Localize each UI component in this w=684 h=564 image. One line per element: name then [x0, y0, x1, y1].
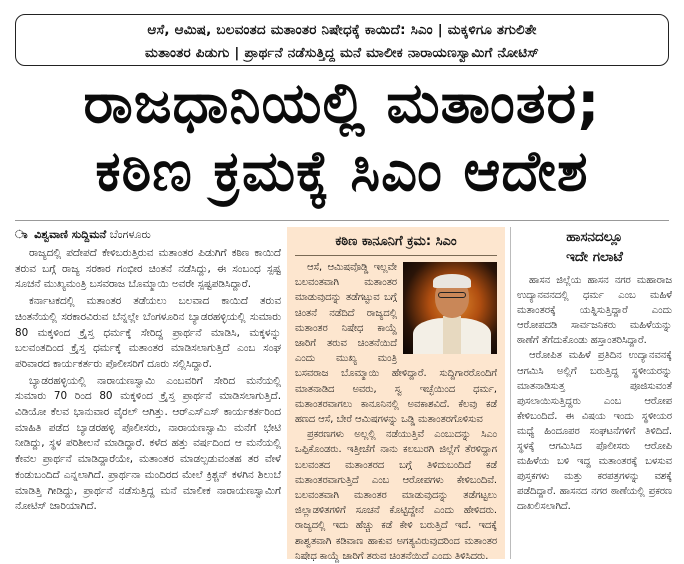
article-paragraph: ಬ್ಯಾಡರಹಳ್ಳಿಯಲ್ಲಿ ನಾರಾಯಣಸ್ವಾಮಿ ಎಂಬವರಿಗೆ ಸೇರಿದ ಮನೆಯಲ್ಲಿ ಸುಮಾರು 70 ರಿಂದ 80 ಮಕ್ಕಳಿಂದ ಕ್ರೈಸ್ತ ಪ್ರಾರ್ಥನೆ ಮಾಡಿಸಲಾಗುತ್ತಿದೆ. ವಿಡಿಯೋ ಕೆಲವ ಭಾನುವಾರ ವೈರಲ್ ಆಗಿತ್ತು. ಆರ್‌ಎಸ್‌ಎಸ್ ಕಾರ್ಯಕರ್ತರಿಂದ ಮಾಹಿತಿ ಪಡೆದ ಬ್ಯಾಡರಹಳ್ಳಿ ಪೊಲೀಸರು, ನಾರಾಯಣಸ್ವಾಮಿ ಮನೆಗೆ ಭೇಟಿ ನೀಡಿದ್ದು, ಸ್ಥಳ ಪರಿಶೀಲನೆ ಮಾಡಿದ್ದಾರೆ. ಕಳೆದ ಹತ್ತು ವರ್ಷದಿಂದ ಆ ಮನೆಯಲ್ಲಿ ಕೇವಲ ಪ್ರಾರ್ಥನೆ ಮಾಡಿದ್ದಾರೆಯೇ, ಮತಾಂತರ ಮಾಡಲ್ಪಡುವಂತಹ ತರ ವೇಳೆ ಕಂಡುಬಂದಿದೆ ಎನ್ನಲಾಗಿದೆ. ಪ್ರಾರ್ಥನಾ ಮಂದಿರದ ಮೇಲೆ ಕ್ರಿಶ್ಚನ್ ಕಳಗಿನ ಶಿಲುಬೆ ಮಾಡಿತ್ತಿ ಗೀಡಿದ್ದು, ಪ್ರಾರ್ಥನೆ ನಡೆಸುತ್ತಿದ್ದ ಮನೆ ಮಾಲೀಕ ನಾರಾಯಣಸ್ವಾಮಿಗೆ ನೋಟಿಸ್ ಜಾರಿಯಾಗಿದೆ.: [15, 374, 281, 513]
cm-sidebar-box: [287, 227, 505, 562]
byline-place: ಬೆಂಗಳೂರು: [109, 228, 151, 241]
cm-box-title: ಕಠಿಣ ಕಾನೂನಿಗೆ ಕ್ರಮ: ಸಿಎಂ: [335, 234, 457, 249]
cm-box-text: [295, 260, 497, 564]
headline: [15, 70, 669, 206]
kicker-line-1: ಆಸೆ, ಆಮಿಷ, ಬಲವಂತದ ಮತಾಂತರ ನಿಷೇಧಕ್ಕೆ ಕಾಯಿದೆ: ಸಿಎಂ | ಮಕ್ಕಳಿಗೂ ತಗುಲಿತೇ: [147, 22, 537, 38]
cm-box-paragraph: ಪ್ರಕರಣಗಳು ಅಲ್ಲಲ್ಲಿ ನಡೆಯುತ್ತಿವೆ ಎಂಬುದನ್ನು ಸಿಎಂ ಒಪ್ಪಿಕೊಂಡರು. ಇತ್ತೀಚೆಗೆ ನಾನು ಕಲಬುರಗಿ ಜಿಲ್ಲೆಗೆ ತೆರಳಿದ್ದಾಗ ಬಲವಂತದ ಮತಾಂತರದ ಬಗ್ಗೆ ತಿಳಿದುಬಂದಿದೆ ಕಡೆ ಮತಾಂತರವಾಗುತ್ತಿದೆ ಎಂಬ ಆರೋಪಗಳು ಕೇಳಿಬಂದಿವೆ. ಬಲವಂತವಾಗಿ ಮತಾಂತರ ಮಾಡುವುದನ್ನು ತಡೆಗಟ್ಟಲು ಜಿಲ್ಲಾಡಳಿತಗಳಿಗೆ ಸೂಚನೆ ಕೊಟ್ಟಿದ್ದೇನೆ ಎಂದು ಹೇಳಿದರು. ರಾಜ್ಯದಲ್ಲಿ ಇದು ಹೆಚ್ಚು ಕಡೆ ಕೇಳಿ ಬರುತ್ತಿದೆ ಇದೆ. ಇದಕ್ಕೆ ಶಾಶ್ವತವಾಗಿ ಕಡಿವಾಣ ಹಾಕುವ ಅಗತ್ಯವಿರುವುದರಿಂದ ಮತಾಂತರ ನಿಷೇಧ ಕಾಯ್ದೆ ಜಾರಿಗೆ ತರುವ ಚಿಂತನೆಯಿದೆ ಎಂದು ತಿಳಿಸಿದರು.: [295, 429, 497, 562]
left-column-article: [15, 246, 281, 516]
kicker-box: [15, 14, 669, 66]
hassan-title-line-2: ಇದೇ ಗಲಾಟೆ: [566, 249, 623, 265]
headline-line-1: ರಾಜಧಾನಿಯಲ್ಲಿ ಮತಾಂತರ;: [83, 71, 601, 136]
hassan-title: [517, 227, 672, 267]
hassan-text: [517, 273, 672, 515]
cm-box-paragraph: ಆಸೆ, ಆಮಿಷವೊಡ್ಡಿ ಇಲ್ಲವೇ ಬಲವಂತವಾಗಿ ಮತಾಂತರ ಮಾಡುವುದನ್ನು ತಡೆಗಟ್ಟುವ ಬಗ್ಗೆ ಚಿಂತನೆ ನಡೆದಿದೆ ರಾಜ್ಯದಲ್ಲಿ ಮತಾಂತರ ನಿಷೇಧ ಕಾಯ್ದೆ ಜಾರಿಗೆ ತರುವ ಚಿಂತನೆಯಿದೆ ಎಂದು ಮುಖ್ಯ ಮಂತ್ರಿ ಬಸವರಾಜ ಬೊಮ್ಮಾಯಿ ಹೇಳಿದ್ದಾರೆ. ಸುದ್ದಿಗಾರರೊಂದಿಗೆ ಮಾತನಾಡಿದ ಅವರು, ಸ್ವ ಇಚ್ಛೆಯಿಂದ ಧರ್ಮ, ಮತಾಂತರವಾಗಲು ಕಾನೂನಿನಲ್ಲಿ ಅವಕಾಶವಿದೆ. ಕೆಲವು ಕಡೆ ಹಣದ ಆಸೆ, ಬೇರೆ ಆಮಿಷಗಳನ್ನು ಒಡ್ಡಿ ಮತಾಂತರಗೊಳಿಸುವ: [295, 262, 497, 426]
cm-photo: [403, 262, 497, 354]
headline-line-2: ಕಠಿಣ ಕ್ರಮಕ್ಕೆ ಸಿಎಂ ಆದೇಶ: [95, 139, 589, 204]
byline-source: ವಿಶ್ವವಾಣಿ ಸುದ್ದಿಮನೆ: [34, 228, 107, 241]
newspaper-page: [4, 0, 680, 562]
hassan-paragraph: ಹಾಸನ ಜಿಲ್ಲೆಯ ಹಾಸನ ನಗರ ಮಹಾರಾಜ ಉದ್ಯಾನವನದಲ್ಲಿ ಧರ್ಮ ಎಂಬ ಮಹಿಳೆ ಮತಾಂತರಕ್ಕೆ ಯತ್ನಿಸುತ್ತಿದ್ದಾರೆ ಎಂದು ಆರೋಪದಡಿ ಸಾರ್ವಜನಿಕರು ಮಹಿಳೆಯನ್ನು ಠಾಣೆಗೆ ತೆಗೆದುಕೊಂಡು ಹಸ್ತಾಂತರಿಸಿದ್ದಾರೆ.: [517, 275, 672, 347]
byline-logo-icon: ಾ: [15, 228, 28, 241]
hassan-sidebar: [510, 227, 672, 559]
cm-box-divider: [295, 255, 497, 256]
hassan-paragraph: ಆರೋಪಿತ ಮಹಿಳೆ ಪ್ರತಿದಿನ ಉದ್ಯಾನವನಕ್ಕೆ ಆಗಮಿಸಿ ಅಲ್ಲಿಗೆ ಬರುತ್ತಿದ್ದ ಸ್ಥಳೀಯರನ್ನು ಮಾತನಾಡಿಸುತ್ತ ಪೂಜಿಸುವಂತೆ ಪುಸಲಾಯಿಸುತ್ತಿದ್ದರು ಎಂಬ ಆರೋಪ ಕೇಳಿಬಂದಿದೆ. ಈ ವಿಷಯ ಇಂದು ಸ್ಥಳೀಯರ ಮಧ್ಯೆ ಹಿಂದೂಪರ ಸಂಘಟನೆಗಳಿಗೆ ತಿಳಿದಿದೆ. ಸ್ಥಳಕ್ಕೆ ಆಗಮಿಸಿದ ಪೊಲೀಸರು ಆರೋಪಿ ಮಹಿಳೆಯ ಬಳಿ ಇದ್ದ ಮತಾಂತರಕ್ಕೆ ಬಳಸುವ ಪುಸ್ತಕಗಳು ಮತ್ತು ಕರಪತ್ರಗಳನ್ನು ವಶಕ್ಕೆ ಪಡೆದಿದ್ದಾರೆ. ಹಾಸನದ ನಗರ ಠಾಣೆಯಲ್ಲಿ ಪ್ರಕರಣ ದಾಖಲಿಸಲಾಗಿದೆ.: [517, 350, 672, 513]
kicker-line-2: ಮತಾಂತರ ಪಿಡುಗು | ಪ್ರಾರ್ಥನೆ ನಡೆಸುತ್ತಿದ್ದ ಮನೆ ಮಾಲೀಕ ನಾರಾಯಣಸ್ವಾಮಿಗೆ ನೋಟಿಸ್: [145, 45, 539, 61]
article-paragraph: ರಾಜ್ಯದಲ್ಲಿ ಪದೇಪದೆ ಕೇಳಿಬರುತ್ತಿರುವ ಮತಾಂತರ ಪಿಡುಗಿಗೆ ಕಠಿಣ ಕಾಯಿದೆ ತರುವ ಬಗ್ಗೆ ರಾಜ್ಯ ಸರಕಾರ ಗಂಭೀರ ಚಿಂತನೆ ನಡೆಸಿದ್ದು, ಈ ಸಂಬಂಧ ಸ್ಪಷ್ಟ ಸೂಚನೆ ಮುಖ್ಯಮಂತ್ರಿ ಬಸವರಾಜ ಬೊಮ್ಮಾಯಿ ಅವರೇ ಸ್ಪಷ್ಟಪಡಿಸಿದ್ದಾರೆ.: [15, 247, 281, 291]
divider: [15, 220, 669, 221]
hassan-title-line-1: ಹಾಸನದಲ್ಲೂ: [566, 229, 623, 245]
byline: [15, 228, 151, 242]
article-paragraph: ಕರ್ನಾಟಕದಲ್ಲಿ ಮತಾಂತರ ತಡೆಯಲು ಬಲವಾದ ಕಾಯಿದೆ ತರುವ ಚಿಂತನೆಯಲ್ಲಿ ಸರಕಾರವಿರುವ ಬೆನ್ನಲ್ಲೇ ಬೆಂಗಳೂರಿನ ಬ್ಯಾಡರಹಳ್ಳಿಯಲ್ಲಿ ಸುಮಾರು 80 ಮಕ್ಕಳಿಂದ ಕ್ರೈಸ್ತ ಧರ್ಮಕ್ಕೆ ಸೇರಿದ್ದ ಪ್ರಾರ್ಥನೆ ಮಾಡಿಸಿ, ಮಕ್ಕಳನ್ನು ಬಲವಂತದಿಂದ ಕ್ರೈಸ್ತ ಧರ್ಮಕ್ಕೆ ಮತಾಂತರ ಮಾಡಿಸಲಾಗುತ್ತಿದೆ ಎಂಬ ಸಂಘ ಪರಿವಾರದ ಕಾರ್ಯಕರ್ತರು ಪೊಲೀಸರಿಗೆ ದೂರು ಸಲ್ಲಿಸಿದ್ದಾರೆ.: [15, 295, 281, 370]
